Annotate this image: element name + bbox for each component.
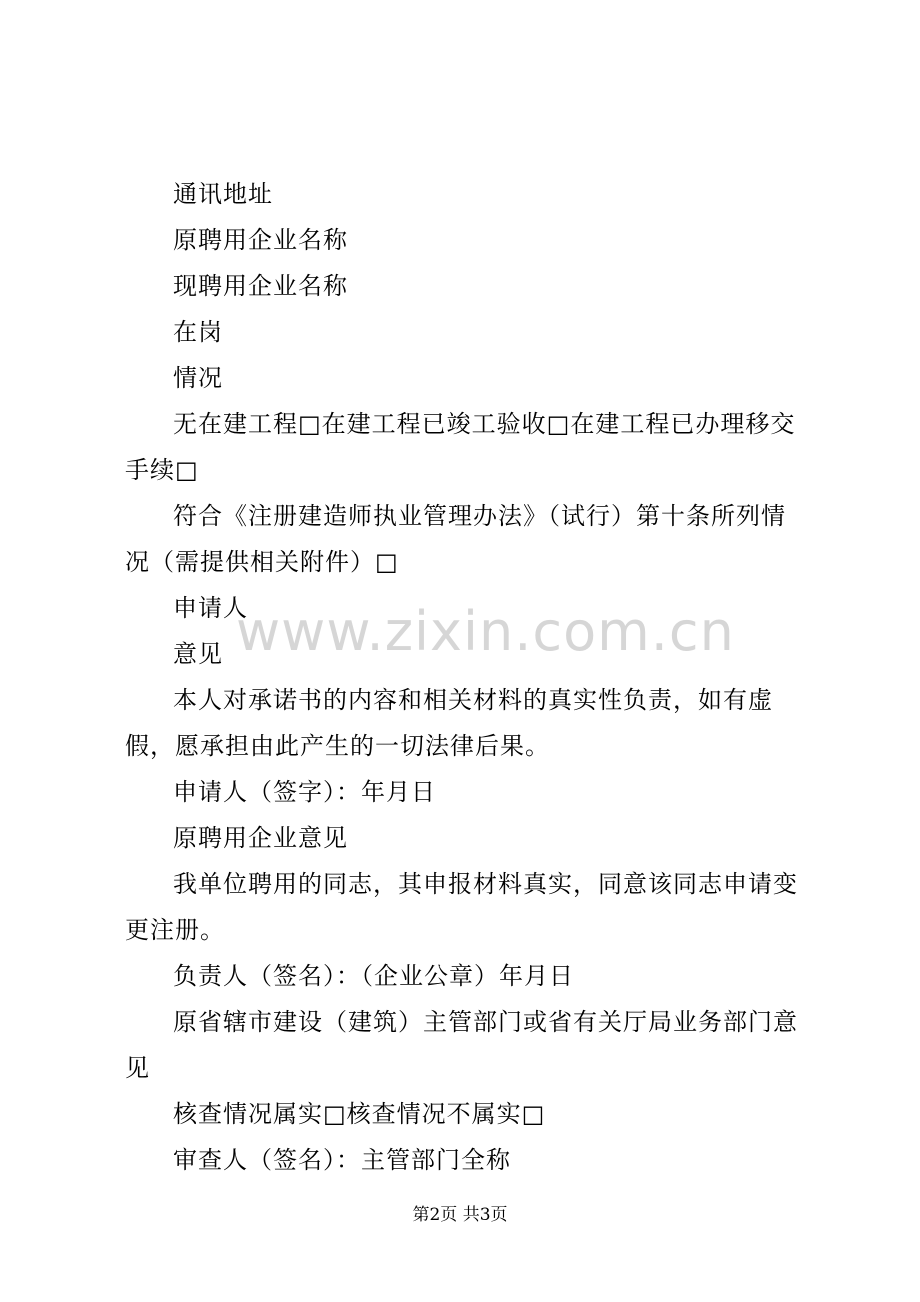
- field-current-employer: 现聘用企业名称: [173, 272, 348, 300]
- field-onduty-label-1: 在岗: [173, 318, 223, 346]
- applicant-signature-line: 申请人（签字）：年月日: [173, 778, 436, 806]
- applicant-opinion-label-2: 意见: [173, 640, 223, 668]
- field-contact-address: 通讯地址: [173, 180, 273, 208]
- original-employer-opinion-heading: 原聘用企业意见: [173, 824, 348, 852]
- field-original-employer: 原聘用企业名称: [173, 226, 348, 254]
- applicant-opinion-label-1: 申请人: [173, 594, 248, 622]
- reviewer-signature-line: 审查人（签名）：主管部门全称: [173, 1146, 511, 1174]
- document-body: [125, 171, 810, 1183]
- original-employer-statement: 我单位聘用的同志，其申报材料真实，同意该同志申请变更注册。: [125, 870, 798, 944]
- verification-options: 核查情况属实□核查情况不属实□: [173, 1100, 546, 1128]
- watermark: www.zixin.com.cn: [236, 600, 735, 663]
- article-ten-option: 符合《注册建造师执业管理办法》（试行）第十条所列情况（需提供相关附件）□: [125, 502, 786, 576]
- project-status-options: 无在建工程□在建工程已竣工验收□在建工程已办理移交手续□: [125, 410, 796, 484]
- page-footer: 第2页 共3页: [412, 1205, 508, 1225]
- responsible-person-signature-line: 负责人（签名）：（企业公章）年月日: [173, 962, 574, 990]
- authority-opinion-heading: 原省辖市建设（建筑）主管部门或省有关厅局业务部门意见: [125, 1008, 798, 1082]
- applicant-declaration: 本人对承诺书的内容和相关材料的真实性负责，如有虚假，愿承担由此产生的一切法律后果。: [125, 686, 773, 760]
- field-onduty-label-2: 情况: [173, 364, 223, 392]
